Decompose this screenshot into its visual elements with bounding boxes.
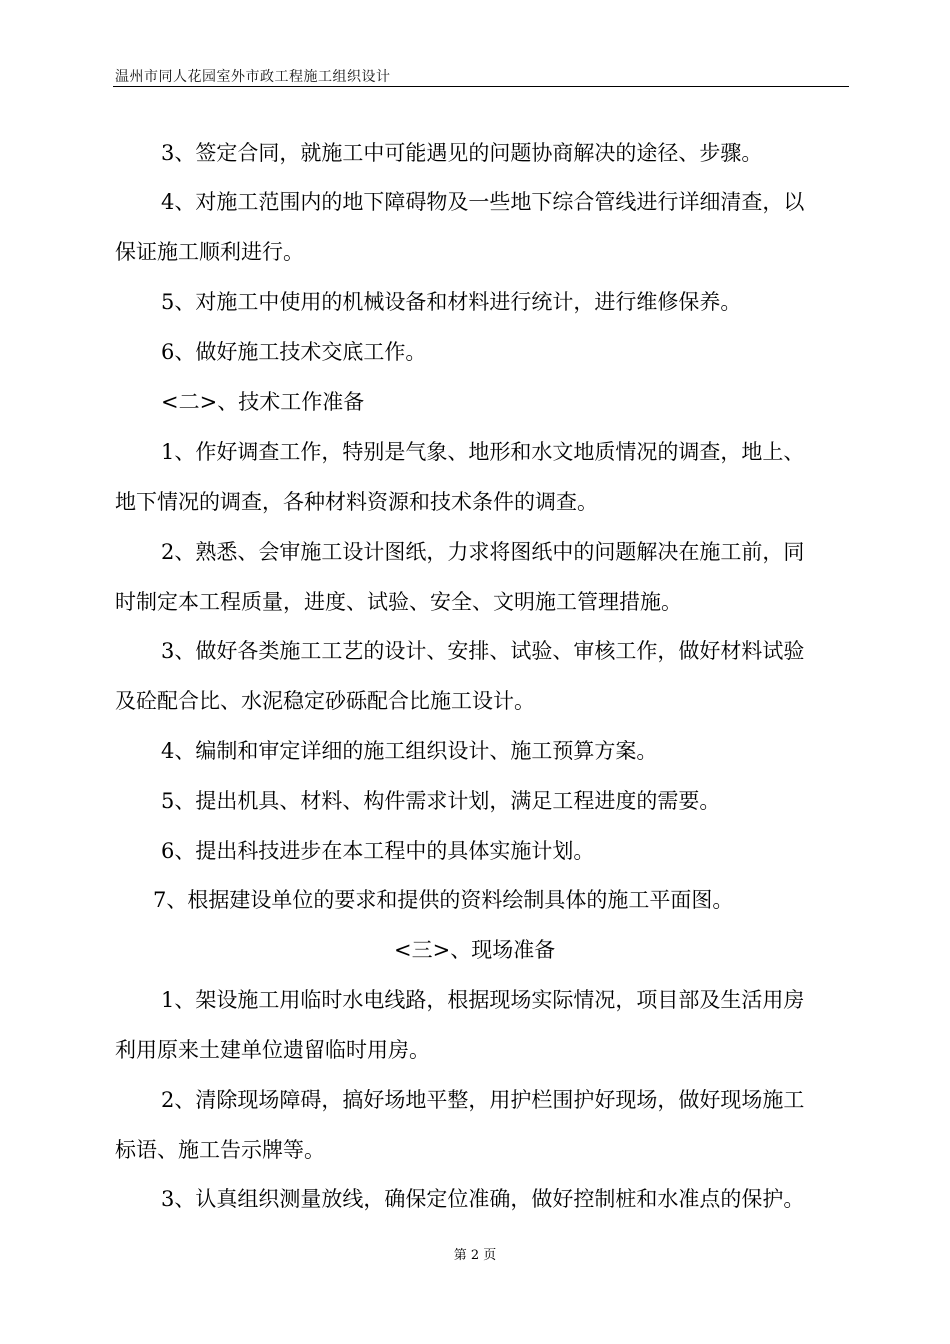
paragraph-line: 2、清除现场障碍，搞好场地平整，用护栏围护好现场，做好现场施工 (161, 1088, 805, 1112)
paragraph-line: 1、作好调查工作，特别是气象、地形和水文地质情况的调查，地上、 (161, 440, 805, 464)
paragraph-line: 标语、施工告示牌等。 (115, 1138, 325, 1162)
paragraph-line: 6、提出科技进步在本工程中的具体实施计划。 (161, 839, 595, 863)
paragraph-line: 7、根据建设单位的要求和提供的资料绘制具体的施工平面图。 (153, 888, 734, 912)
paragraph-line: 4、对施工范围内的地下障碍物及一些地下综合管线进行详细清查，以 (161, 190, 805, 214)
section-heading: <二>、技术工作准备 (161, 390, 365, 414)
paragraph-line: 保证施工顺利进行。 (115, 240, 304, 264)
section-heading: <三>、现场准备 (394, 938, 556, 962)
paragraph-line: 利用原来土建单位遗留临时用房。 (115, 1038, 430, 1062)
paragraph-line: 1、架设施工用临时水电线路，根据现场实际情况，项目部及生活用房 (161, 988, 805, 1012)
paragraph-line: 地下情况的调查，各种材料资源和技术条件的调查。 (115, 490, 598, 514)
paragraph-line: 5、提出机具、材料、构件需求计划，满足工程进度的需要。 (161, 789, 721, 813)
paragraph-line: 6、做好施工技术交底工作。 (161, 340, 427, 364)
paragraph-line: 及砼配合比、水泥稳定砂砾配合比施工设计。 (115, 689, 535, 713)
header-title: 温州市同人花园室外市政工程施工组织设计 (115, 69, 391, 85)
paragraph-line: 3、做好各类施工工艺的设计、安排、试验、审核工作，做好材料试验 (161, 639, 805, 663)
header-divider (113, 86, 849, 87)
paragraph-line: 3、签定合同，就施工中可能遇见的问题协商解决的途径、步骤。 (161, 141, 763, 165)
paragraph-line: 2、熟悉、会审施工设计图纸，力求将图纸中的问题解决在施工前，同 (161, 540, 805, 564)
paragraph-line: 3、认真组织测量放线，确保定位准确，做好控制桩和水准点的保护。 (161, 1187, 805, 1211)
paragraph-line: 5、对施工中使用的机械设备和材料进行统计，进行维修保养。 (161, 290, 742, 314)
paragraph-line: 时制定本工程质量，进度、试验、安全、文明施工管理措施。 (115, 590, 682, 614)
page-number: 第 2 页 (453, 1248, 497, 1263)
paragraph-line: 4、编制和审定详细的施工组织设计、施工预算方案。 (161, 739, 658, 763)
